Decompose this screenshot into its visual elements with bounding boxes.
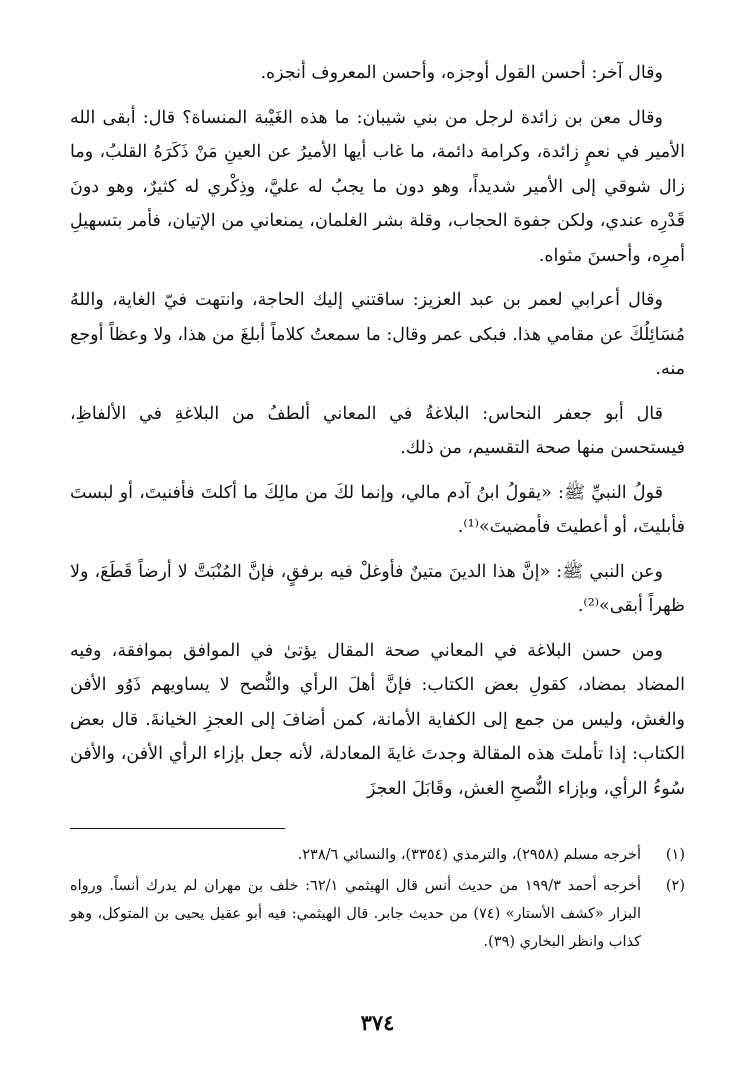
paragraph: وقال معن بن زائدة لرجل من بني شيبان: ما هذه الغَيْبة المنساة؟ قال: أبقى الله الأمير في نعمٍ زائدة، وكرامة دائمة، ما غاب أيها الأميرُ عن العينِ مَنْ ذَكَرَهُ القلبُ، وما زال شوقي إلى الأمير شديداً، وهو دون ما يجبُ له عليَّ، وذِكْري له كثيرٌ، وهو دونَ قَدْرِه عندي، ولكن جفوة الحجاب، وقلة بشر الغلمان، يمنعاني من الإتيان، فأمر بتسهيلِ أمرِه، وأحسنَ مثواه. — [70, 107, 685, 266]
paragraph: قولُ النبيِّ ﷺ: «يقولُ ابنُ آدم مالي، وإنما لكَ من مالِكَ ما أكلتَ فأفنيتَ، أو لبستَ فأبليتَ، أو أعطيتَ فأمضيتَ»⁽¹⁾. — [70, 482, 685, 537]
footnote-separator — [70, 828, 285, 829]
footnote-number: (١) — [665, 847, 685, 863]
paragraph: وعن النبي ﷺ: «إنَّ هذا الدينَ متينٌ فأوغلْ فيه برفقٍ، فإنَّ المُنْبَتَّ لا أرضاً قَطَعَ، ولا ظهراً أبقى»⁽²⁾. — [70, 561, 685, 616]
paragraph: ومن حسن البلاغة في المعاني صحة المقال يؤتىٰ في الموافق بموافقة، وفيه المضاد بمضاد، كقولِ بعض الكتاب: فإنَّ أهلَ الرأي والنُّصح لا يساويهم ذَوُو الأفن والغش، وليس من جمع إلى الكفاية الأمانة، كمن أضافَ إلى العجزِ الخيانةَ. قال بعض الكتاب: إذا تأملتَ هذه المقالة وجدتَ غايةَ المعادلة، لأنه جعل بإزاء الرأي الأفن، والأفن سُوءُ الرأي، وبإزاء النُّصحِ الغش، وقَابَلَ العجزَ — [70, 640, 685, 799]
paragraph: وقال أعرابي لعمر بن عبد العزيز: ساقتني إليك الحاجة، وانتهت فيّ الغاية، واللهُ مُسَائِلُكَ عن مقامي هذا. فبكى عمر وقال: ما سمعتُ كلاماً أبلغَ من هذا، ولا وعظاً أوجع منه. — [70, 290, 685, 379]
paragraph: وقال آخر: أحسن القول أوجزه، وأحسن المعروف أنجزه. — [260, 63, 663, 83]
footnote-number: (٢) — [665, 878, 685, 894]
footnote — [70, 841, 685, 869]
footnote — [70, 872, 685, 956]
footnote-text: أخرجه أحمد ١٩٩/٣ من حديث أنس قال الهيثمي ٦٢/١: خلف بن مهران لم يدرك أنساً. ورواه البزار «كشف الأستار» (٧٤) من حديث جابر. قال الهيثمي: فيه أبو عقيل يحيى بن المتوكل، وهو كذاب وانظر البخاري (٣٩). — [70, 878, 642, 950]
footnote-text: أخرجه مسلم (٢٩٥٨)، والترمذي (٣٣٥٤)، والنسائي ٢٣٨/٦. — [297, 847, 641, 863]
footnotes — [70, 841, 685, 956]
paragraph: قال أبو جعفر النحاس: البلاغةُ في المعاني ألطفُ من البلاغةِ في الألفاظِ، فيستحسن منها صحة التقسيم، من ذلك. — [70, 403, 685, 458]
page-number: ٣٧٤ — [360, 1010, 395, 1035]
